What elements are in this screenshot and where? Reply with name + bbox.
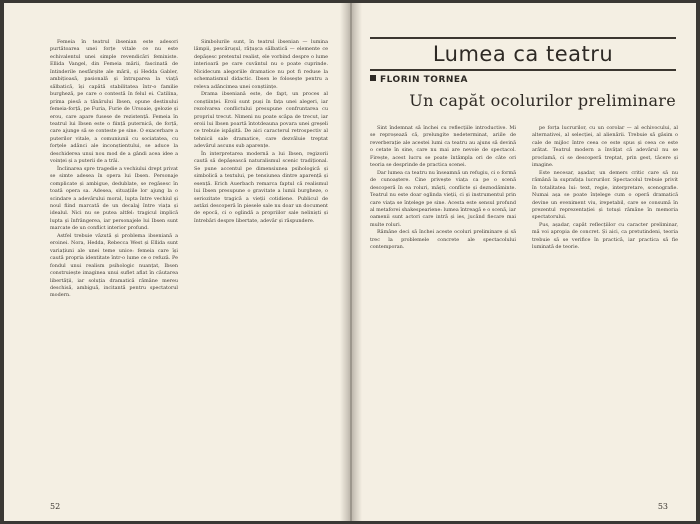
paragraph: Astfel trebuie văzută și problema ibseniană a eroinei. Nora, Hedda, Rebecca West și Ellida sunt variațiuni ale unei teme unice: femeia care își caută propria identitate într-o lume ce o refuză. Pe fondul unui realism psihologic nuanțat, Ibsen construiește imaginea unui suflet aflat în căutarea libertății, iar soluția dramatică rămâne mereu deschisă, ambiguă, incitantă pentru spectatorul modern.	[50, 232, 178, 299]
article-headline: Un capăt ocolurilor preliminare	[409, 91, 676, 110]
left-page-column-2	[194, 39, 328, 485]
paragraph: Femeia în teatrul ibsenian este adesori purtătoarea unei forțe vitale ce nu este echivalentul unei simple revendicări feministe. Ellida Vangel, din Femeia mării, fascinată de întinderile nesfârșite ale mării, și Hedda Gabler, ambițioasă, pasională și întruparea la viață sălbatică, își capătă stabilitatea într-o familie burgheză, pe care o contestă în felul ei. Catilina, prima piesă a tânărului Ibsen, opune destinului femeia-forță, pe Furia, Furie de Ursoaie, gelozie și erou, care apare fusese de rezistență. Femeia în teatrul lui Ibsen este o ființă puternică, de forță, care ajunge să se conteste pe sine. O exacerbare a puterilor vitale, a comuniunii cu sociatatea, cu forțele adânci ale inconștientului, se aduce la deschiderea unui nou mod de a gândi acea idee a voinței și a puterii de a trăi.	[50, 39, 178, 165]
paragraph: Drama ibseniană este, de fapt, un proces al conștiinței. Eroii sunt puși în fața unei alegeri, iar rezolvarea conflictului presupune confruntarea cu propriul trecut. Nimeni nu poate scăpa de trecut, iar eroii lui Ibsen poartă întotdeauna povara unei greșeli ce trebuie ispășită. De aici caracterul retrospectiv al tehnicii sale dramatice, care dezvăluie treptat adevărul ascuns sub aparențe.	[194, 91, 328, 150]
paragraph: Este necesar, așadar, un demers critic care să nu rămână la suprafața lucrurilor. Spectacolul trebuie privit în totalitatea lui: text, regie, interpretare, scenografie. Numai așa se poate înțelege cum o operă dramatică devine un eveniment viu, irepetabil, care se consumă în prezentul reprezentației și totuși rămâne în memoria spectatorului.	[532, 169, 678, 221]
right-page-column-2	[532, 125, 678, 475]
paragraph: Înclinarea spre tragedie a vechiului drept privat se simte adesea în opera lui Ibsen. Personaje complicate și ambigue, dedublate, se regăsesc în toată opera sa. Adesea, situațiile lor ajung la o scindare a adevărului moral, lupta între vechiul și noul fiind marcată de un decalaj între viața și idealul. Nici nu se putea altfel: tragicul implică lupta și înfrângerea, iar personajele lui Ibsen sunt marcate de un conflict interior profund.	[50, 165, 178, 232]
paragraph: Pus, așadar, capăt reflecțiilor cu caracter preliminar, mă voi apropia de concret. Și aici, ca pretutindeni, teoria trebuie să se verifice în practică, iar practica să fie luminată de teorie.	[532, 221, 678, 251]
paragraph: Rămâne deci să închei aceste ocoluri preliminare și să trec la problemele concrete ale spectacolului contemporan.	[370, 229, 516, 251]
right-page-column-1	[370, 125, 516, 475]
paragraph: Sint îndemnat să închei cu reflecțiile introductive. Mi se reproșează că, prelungite nedeterminat, ariile de reverberație ale acestei lumi ca teatru au ajuns să devină o cetate în sine, care nu mai are nevoie de spectacol. Firește, acest lucru se poate întâmpla ori de câte ori teoria se desprinde de practica scenei.	[370, 125, 516, 169]
author-byline	[370, 75, 468, 85]
paragraph: pe forța lucrurilor, cu un corolar — al echivocului, al alternativei, al selecției, al alienării. Trebuie să găsim o cale de mijloc între ceea ce este spus și ceea ce este arătat. Teatrul modern a învățat că adevărul nu se proclamă, ci se descoperă treptat, prin gest, tăcere și imagine.	[532, 125, 678, 169]
paragraph: Dar lumea ca teatru nu înseamnă un refugiu, ci o formă de cunoaștere. Cine privește viața ca pe o scenă descoperă în ea roluri, măști, conflicte și deznodăminte. Teatrul nu este doar oglinda vieții, ci și instrumentul prin care viața se înțelege pe sine. Acesta este sensul profund al metaforei shakespeariene: lumea întreagă e o scenă, iar oamenii sunt actori care intră și ies, jucând fiecare mai multe roluri.	[370, 169, 516, 228]
paragraph: Simbolurile sunt, în teatrul ibsenian — lumina lămpii, pescărușul, rățușca sălbatică — elemente ce depășesc pretextul realist, ele vorbind despre o lume interioară pe care cuvântul nu o poate cuprinde. Nicidecum alegoriile dramatice nu pot fi reduse la schematismul didactic. Ibsen le folosește pentru a releva adâncimea unei conștiințe.	[194, 39, 328, 90]
magazine-spread	[4, 3, 696, 521]
author-name: FLORIN TORNEA	[380, 75, 469, 85]
paragraph: În interpretarea modernă a lui Ibsen, regizorii caută să depășească naturalismul scenic tradițional. Se pune accentul pe dimensiunea psihologică și simbolică a textului, pe tensiunea dintre aparență și esență. Erich Auerbach remarca faptul că realismul lui Ibsen presupune o gravitate a lumii burgheze, o seriozitate tragică a vieții cotidiene. Publicul de astăzi descoperă în piesele sale nu doar un document de epocă, ci o oglindă a propriilor sale neliniști și întrebări despre libertate, adevăr și răspundere.	[194, 150, 328, 224]
section-title: Lumea ca teatru	[370, 37, 676, 71]
square-bullet-icon	[370, 75, 376, 81]
page-number: 53	[657, 502, 668, 511]
left-page-column-1	[50, 39, 178, 485]
page-number: 52	[50, 502, 61, 511]
book-gutter	[340, 3, 362, 521]
right-page	[354, 3, 696, 521]
left-page	[4, 3, 348, 521]
